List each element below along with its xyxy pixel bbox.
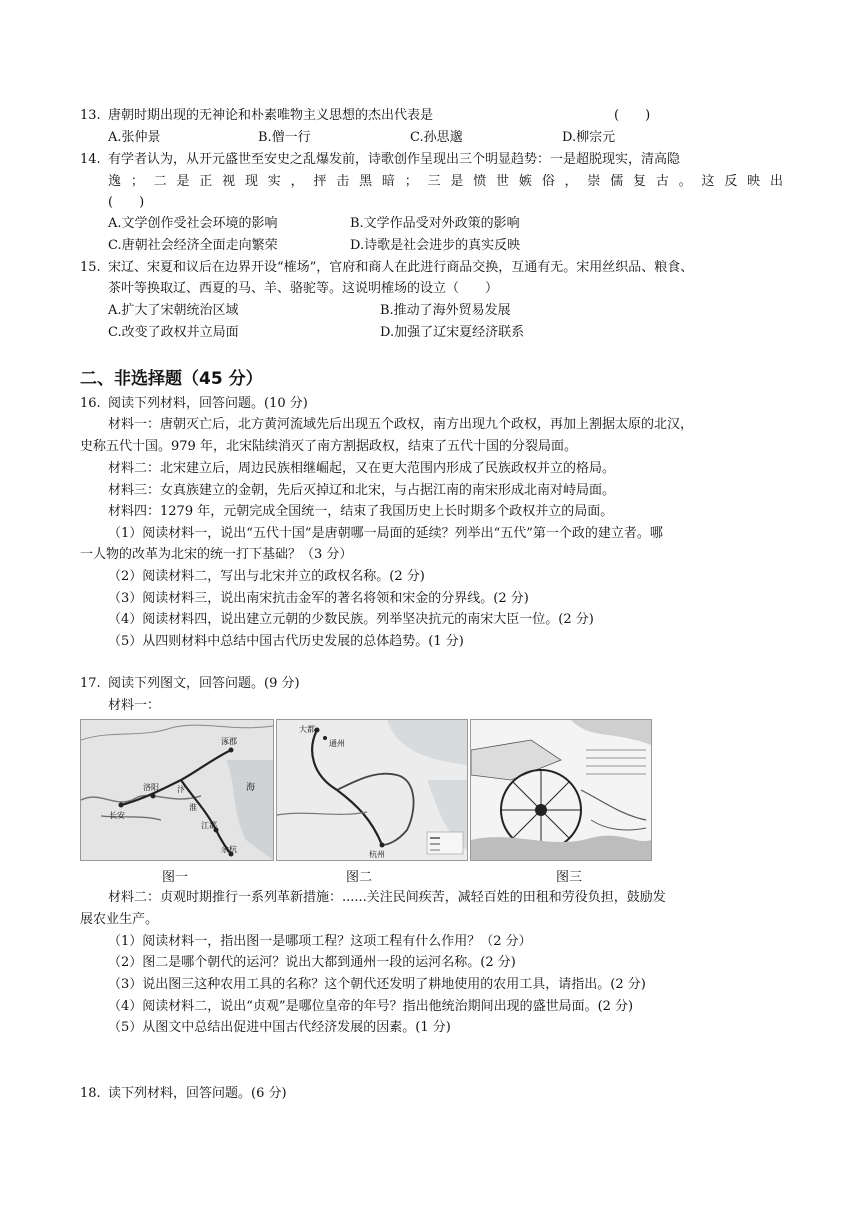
q16-material-2: 材料二：北宋建立后，周边民族相继崛起，又在更大范围内形成了民族政权并立的格局。 <box>108 461 616 476</box>
canal-map-svg <box>81 720 273 860</box>
q17-material-2-line1: 材料二：贞观时期推行一系列革新措施：......关注民间疾苦，减轻百姓的田租和劳役负担，鼓励发 <box>108 890 666 905</box>
q14-stem-line1: 有学者认为，从开元盛世至安史之乱爆发前，诗歌创作呈现出三个明显趋势：一是超脱现实，清高隐 <box>108 152 681 167</box>
q16-subq-1-line1: （1）阅读材料一，说出“五代十国”是唐朝哪一局面的延续？列举出“五代”第一个政的建立者。哪 <box>108 526 663 541</box>
waterwheel-svg <box>471 720 651 860</box>
q14-number: 14. <box>80 152 101 167</box>
q16-intro: 阅读下列材料，回答问题。(10 分) <box>108 396 308 411</box>
figure-1-caption: 图一 <box>162 870 189 885</box>
map-label-jiangdu: 江都 <box>201 821 217 830</box>
q16-material-1-line2: 史称五代十国。979 年，北宋陆续消灭了南方割据政权，结束了五代十国的分裂局面。 <box>80 439 577 454</box>
q16-subq-3: （3）阅读材料三，说出南宋抗击金军的著名将领和宋金的分界线。(2 分) <box>108 591 529 606</box>
q13-answer-paren: ( ) <box>614 108 651 123</box>
q14-option-b: B.文学作品受对外政策的影响 <box>350 216 520 231</box>
q13-stem: 唐朝时期出现的无神论和朴素唯物主义思想的杰出代表是 <box>108 108 434 123</box>
figure-1-sui-canal-map <box>80 719 274 861</box>
map-label-zhuojun: 涿郡 <box>221 737 237 746</box>
q16-subq-4: （4）阅读材料四，说出建立元朝的少数民族。列举坚决抗元的南宋大臣一位。(2 分) <box>108 612 594 627</box>
q15-option-d: D.加强了辽宋夏经济联系 <box>380 325 525 340</box>
q18-number: 18. <box>80 1086 101 1101</box>
map-label-yuhang: 余杭 <box>221 845 237 854</box>
q16-subq-2: （2）阅读材料二，写出与北宋并立的政权名称。(2 分) <box>108 569 425 584</box>
q16-number: 16. <box>80 396 101 411</box>
figure-3-caption: 图三 <box>556 870 583 885</box>
q16-material-4: 材料四：1279 年，元朝完成全国统一，结束了我国历史上长时期多个政权并立的局面。 <box>108 504 614 519</box>
q17-intro: 阅读下列图文，回答问题。(9 分) <box>108 676 300 691</box>
q17-subq-5: （5）从图文中总结出促进中国古代经济发展的因素。(1 分) <box>108 1020 451 1035</box>
section-2-heading: 二、非选择题（45 分） <box>80 369 263 389</box>
figure-2-yuan-canal-map <box>276 719 468 861</box>
q13-option-a: A.张仲景 <box>108 130 161 145</box>
q17-material-2-line2: 展农业生产。 <box>80 912 159 927</box>
q17-subq-1: （1）阅读材料一，指出图一是哪项工程？这项工程有什么作用？（2 分） <box>108 934 532 949</box>
q17-subq-2: （2）图二是哪个朝代的运河？说出大都到通州一段的运河名称。(2 分) <box>108 955 516 970</box>
q15-option-b: B.推动了海外贸易发展 <box>380 303 511 318</box>
q15-option-c: C.改变了政权并立局面 <box>108 325 239 340</box>
map-label-sea: 海 <box>246 783 256 793</box>
q17-material-1-label: 材料一： <box>108 698 161 713</box>
q14-option-c: C.唐朝社会经济全面走向繁荣 <box>108 238 278 253</box>
q13-option-d: D.柳宗元 <box>562 130 616 145</box>
q15-option-a: A.扩大了宋朝统治区域 <box>108 303 239 318</box>
q17-number: 17. <box>80 676 101 691</box>
q16-material-3: 材料三：女真族建立的金朝，先后灭掉辽和北宋，与占据江南的南宋形成北南对峙局面。 <box>108 483 616 498</box>
q15-stem-line1: 宋辽、宋夏和议后在边界开设“榷场”，官府和商人在此进行商品交换，互通有无。宋用丝织品、粮食、 <box>108 260 694 275</box>
map2-label-dadu: 大都 <box>299 725 315 734</box>
q17-subq-3: （3）说出图三这种农用工具的名称？这个朝代还发明了耕地使用的农用工具，请指出。(2 分) <box>108 977 646 992</box>
q16-material-1-line1: 材料一：唐朝灭亡后，北方黄河流域先后出现五个政权，南方出现九个政权，再加上割据太原的北汉， <box>108 417 694 432</box>
q14-option-d: D.诗歌是社会进步的真实反映 <box>350 238 521 253</box>
map-label-luoyang: 洛阳 <box>143 783 159 792</box>
q16-subq-1-line2: 一人物的改革为北宋的统一打下基础？（3 分） <box>80 547 353 562</box>
yuan-canal-svg <box>277 720 467 860</box>
q15-number: 15. <box>80 260 101 275</box>
q14-option-a: A.文学创作受社会环境的影响 <box>108 216 278 231</box>
q17-subq-4: （4）阅读材料二，说出“贞观”是哪位皇帝的年号？指出他统治期间出现的盛世局面。(2 分) <box>108 999 634 1014</box>
q18-intro: 读下列材料，回答问题。(6 分) <box>108 1086 287 1101</box>
q13-option-c: C.孙思邈 <box>410 130 463 145</box>
q14-stem-line2: 逸；二是正视现实，抨击黑暗；三是愤世嫉俗，崇儒复古。这反映出 <box>108 174 783 189</box>
map2-label-tongzhou: 通州 <box>329 739 345 748</box>
q13-option-b: B.僧一行 <box>258 130 311 145</box>
figure-2-caption: 图二 <box>346 870 373 885</box>
q15-stem-line2: 茶叶等换取辽、西夏的马、羊、骆驼等。这说明榷场的设立（ ） <box>108 281 499 296</box>
q16-subq-5: （5）从四则材料中总结中国古代历史发展的总体趋势。(1 分) <box>108 634 464 649</box>
map-label-changan: 长安 <box>109 811 125 820</box>
map-label-bian: 汴 <box>177 785 185 794</box>
map2-label-hangzhou: 杭州 <box>369 850 385 859</box>
figure-3-waterwheel-illustration <box>470 719 652 861</box>
map-label-huai: 淮 <box>189 803 197 812</box>
q13-number: 13. <box>80 108 101 123</box>
q14-answer-paren: ( ) <box>108 195 145 210</box>
